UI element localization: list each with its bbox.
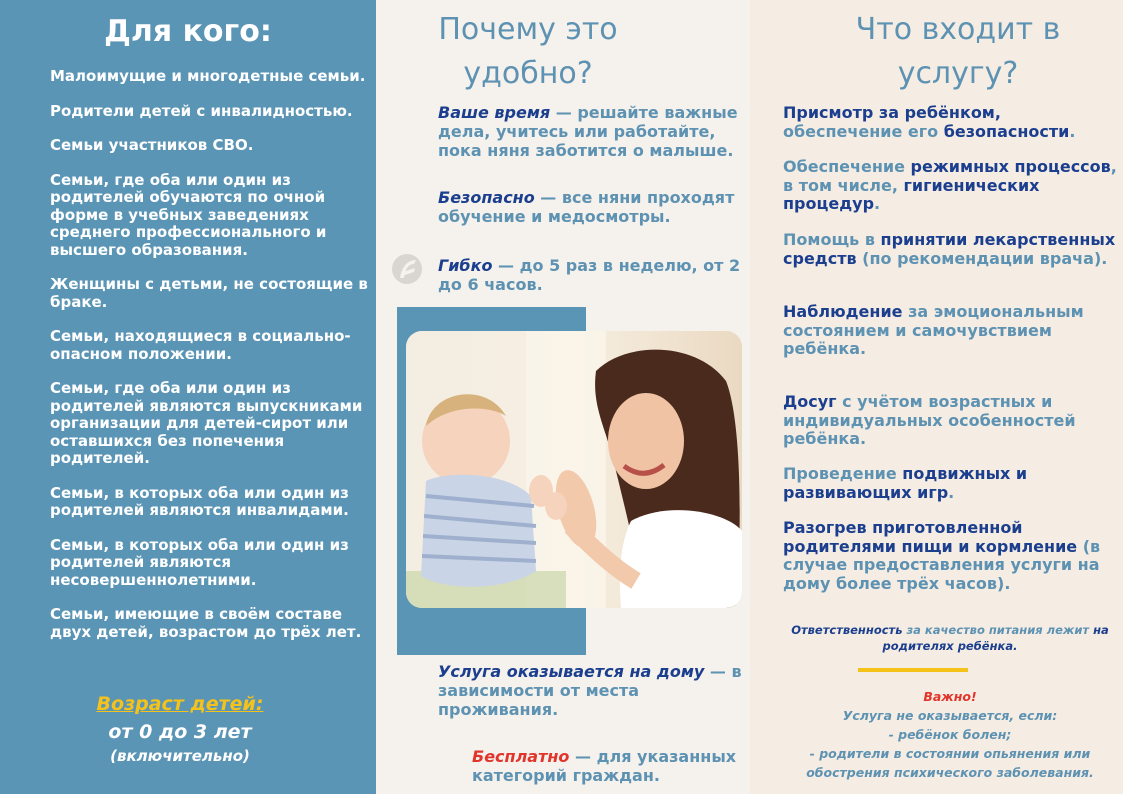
service-text: за эмоциональным состоянием и самочувствием ребёнка. <box>783 302 1084 358</box>
warning-line: Услуга не оказывается, если: <box>842 708 1058 723</box>
warning-title: Важно! <box>923 689 977 704</box>
list-item: Семьи, где оба или один из родителей являются выпускниками организации для детей-сирот или оставшихся без попечения родителей. <box>50 379 363 467</box>
list-item: Семьи участников СВО. <box>50 136 254 154</box>
service-medication <box>783 231 1119 268</box>
why-convenient-panel <box>376 0 750 794</box>
note-text-strong: Ответственность <box>791 623 903 637</box>
benefit-lead: Услуга оказывается на дому <box>438 662 705 681</box>
list-item: Семьи, имеющие в своём составе двух детей, возрастом до трёх лет. <box>50 605 362 641</box>
service-text-strong: Наблюдение <box>783 302 903 321</box>
service-text: . <box>1069 121 1076 141</box>
list-item: Женщины с детьми, не состоящие в браке. <box>50 275 368 311</box>
benefit-free <box>472 747 748 785</box>
list-item: Семьи, в которых оба или один из родителей являются инвалидами. <box>50 483 349 519</box>
list-item: Семьи, находящиеся в социально- опасном положении. <box>50 327 351 363</box>
list-item: Семьи, в которых оба или один из родителей являются несовершеннолетними. <box>50 535 349 589</box>
service-text-strong: подвижных и развивающих игр <box>783 464 1028 502</box>
important-warning <box>770 687 1123 782</box>
benefit-text: — решайте важные дела, учитесь или работайте, пока няня заботится о малыше. <box>438 103 738 160</box>
service-text-strong: Присмотр за ребёнком, <box>783 103 1001 122</box>
age-range: от 0 до 3 лет <box>108 721 252 743</box>
service-text: (в случае предоставления услуги на дому более трёх часов). <box>783 536 1101 593</box>
eligible-families-list <box>50 68 372 658</box>
list-item: Малоимущие и многодетные семьи. <box>50 67 366 85</box>
why-convenient-title: Почему это удобно? <box>438 12 618 91</box>
service-contents-title: Что входит в услугу? <box>855 12 1061 91</box>
service-leisure <box>783 393 1119 449</box>
service-feeding <box>783 519 1119 593</box>
benefit-lead: Бесплатно <box>472 747 570 766</box>
service-text-strong: принятии лекарственных средств <box>783 230 1116 268</box>
note-text: за качество питания лежит <box>902 623 1094 637</box>
benefit-lead: Гибко <box>438 256 493 275</box>
service-contents-panel <box>750 0 1123 794</box>
organization-logo-icon <box>390 252 424 286</box>
service-text: , в том числе, <box>783 157 1117 195</box>
service-text-strong: гигиенических процедур <box>783 175 1040 213</box>
nanny-with-baby-photo <box>406 331 742 608</box>
service-text: Обеспечение <box>783 157 911 176</box>
service-text-strong: Досуг <box>783 392 837 411</box>
warning-line: - родители в состоянии опьянения или обострения психического заболевания. <box>806 746 1094 780</box>
benefit-safe <box>438 188 750 226</box>
service-text-strong: режимных процессов <box>910 157 1111 176</box>
service-games <box>783 465 1119 502</box>
service-text: . <box>874 194 881 213</box>
benefit-lead: Безопасно <box>438 188 535 207</box>
service-text-strong: Разогрев приготовленной родителями пищи и кормление <box>783 518 1078 556</box>
age-note: (включительно) <box>110 747 250 765</box>
service-supervision <box>783 104 1119 141</box>
benefit-at-home <box>438 662 750 719</box>
benefit-your-time <box>438 103 750 160</box>
benefit-text: — для указанных категорий граждан. <box>472 747 737 785</box>
warning-line: - ребёнок болен; <box>888 727 1012 742</box>
list-item: Родители детей с инвалидностью. <box>50 101 353 120</box>
service-text: Проведение <box>783 464 903 483</box>
for-whom-panel <box>0 0 376 794</box>
children-age-block <box>50 693 310 765</box>
note-text-strong: на родителях ребёнка. <box>882 623 1109 653</box>
age-label: Возраст детей: <box>96 693 264 715</box>
list-item: Семьи, где оба или один из родителей обучаются по очной форме в учебных заведениях среднего профессионального и высшего образования. <box>50 170 327 259</box>
yellow-divider <box>858 668 968 672</box>
service-observation <box>783 303 1119 359</box>
benefit-lead: Ваше время <box>438 103 551 122</box>
service-text: (по рекомендации врача). <box>856 248 1108 268</box>
food-responsibility-note <box>782 622 1118 654</box>
service-text: . <box>948 482 955 502</box>
service-text: Помощь в <box>783 230 881 249</box>
benefit-flexible <box>438 256 750 294</box>
service-text: обеспечение его <box>783 121 944 141</box>
benefit-text: — в зависимости от места проживания. <box>438 662 742 719</box>
for-whom-title: Для кого: <box>104 14 272 49</box>
nanny-with-baby-illustration <box>406 331 742 608</box>
service-text: с учётом возрастных и индивидуальных особенностей ребёнка. <box>783 392 1076 448</box>
service-text-strong: безопасности <box>943 121 1070 141</box>
benefit-text: — все няни проходят обучение и медосмотры. <box>438 188 735 226</box>
service-routines <box>783 158 1119 214</box>
benefit-text: — до 5 раз в неделю, от 2 до 6 часов. <box>438 256 741 294</box>
